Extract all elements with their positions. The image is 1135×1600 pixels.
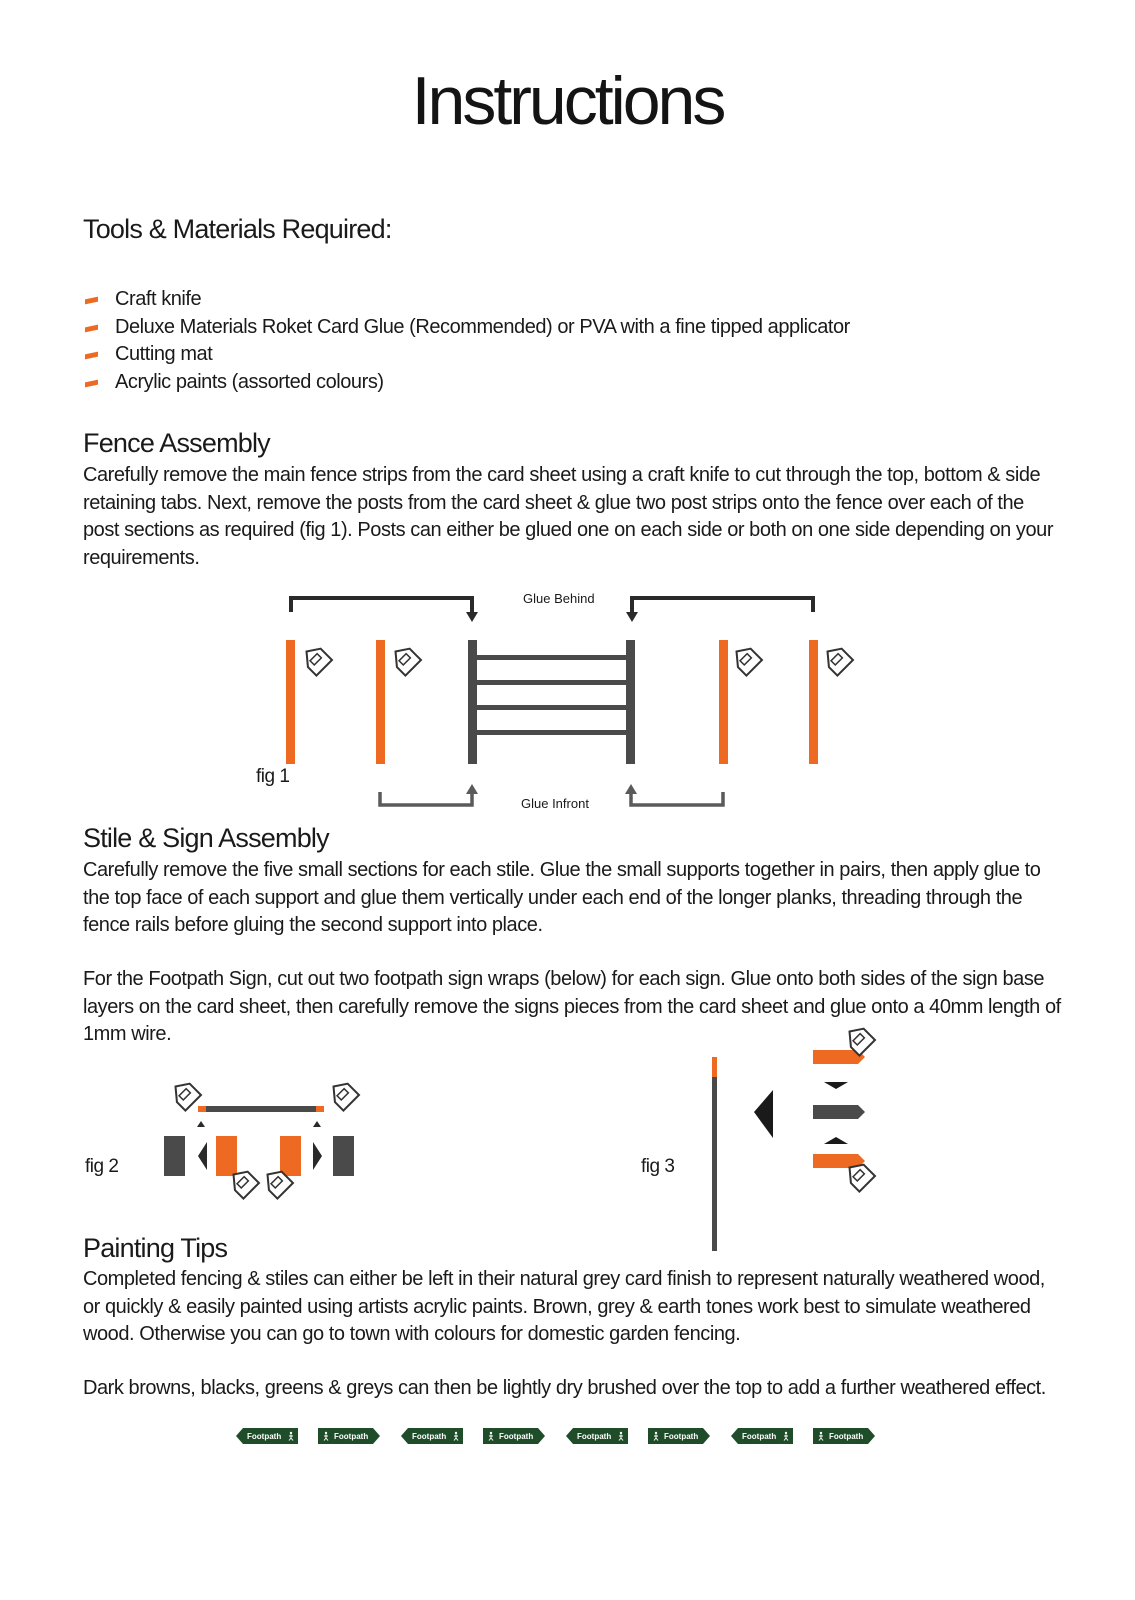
footpath-sign (648, 1428, 710, 1444)
painting-text-1: Completed fencing & stiles can either be left in their natural grey card finish to represent naturally weathered wood, or quickly & easily painted using artists acrylic paints. Brown, grey & earth tones work best to simulate weathered wood. Otherwise you can go to town with colours for domestic garden fencing. (83, 1268, 1045, 1345)
fig1-diagram (286, 591, 853, 811)
page-title: Instructions (411, 63, 724, 139)
glue-bottle-icon (299, 643, 332, 676)
tools-heading: Tools & Materials Required: (83, 214, 392, 244)
glue-bottle-icon (326, 1078, 359, 1111)
post-strip (719, 640, 728, 764)
glue-behind-label: Glue Behind (523, 591, 595, 606)
glue-behind-arrow-left (291, 598, 472, 616)
glue-bottle-icon (168, 1078, 201, 1111)
sign-label: Footpath (499, 1432, 534, 1441)
post-strip (286, 640, 295, 764)
stile-support (164, 1136, 185, 1176)
glue-infront-arrow-right (631, 790, 723, 805)
fig2-label: fig 2 (85, 1156, 119, 1177)
footpath-sign (401, 1428, 463, 1444)
footpath-sign-strip (236, 1428, 875, 1444)
footpath-sign (236, 1428, 298, 1444)
footpath-sign (813, 1428, 875, 1444)
list-item-text: Cutting mat (115, 343, 213, 365)
glue-behind-arrow-right (632, 598, 813, 616)
sign-label: Footpath (664, 1432, 699, 1441)
fence-rail (477, 730, 626, 735)
fence-post (626, 640, 635, 764)
fence-text: Carefully remove the main fence strips from the card sheet using a craft knife to cut through the top, bottom & side retaining tabs. Next, remove the posts from the card sheet & glue two post strips onto the fence over each of the post sections as required (fig 1). Posts can either be glued one on each side or both on one side depending on your requirements. (83, 464, 1054, 569)
sign-label: Footpath (829, 1432, 864, 1441)
sign-base (813, 1105, 865, 1119)
stile-plank (204, 1106, 317, 1112)
stile-support (216, 1136, 237, 1176)
stile-text-1: Carefully remove the five small sections for each stile. Glue the small supports together in pairs, then apply glue to the top face of each support and glue them vertically under each end of the longer planks, threading through the fence rails before gluing the second support into place. (83, 859, 1041, 936)
footpath-sign (318, 1428, 380, 1444)
fence-heading: Fence Assembly (83, 428, 270, 458)
sign-label: Footpath (412, 1432, 447, 1441)
fig1-label: fig 1 (256, 766, 290, 787)
footpath-sign (566, 1428, 628, 1444)
post-strip (376, 640, 385, 764)
post-strip (809, 640, 818, 764)
footpath-sign (731, 1428, 793, 1444)
sign-label: Footpath (334, 1432, 369, 1441)
sign-label: Footpath (247, 1432, 282, 1441)
fig3-diagram (712, 1023, 875, 1251)
sign-wire (712, 1057, 717, 1251)
footpath-sign (483, 1428, 545, 1444)
painting-text-2: Dark browns, blacks, greens & greys can then be lightly dry brushed over the top to add a further weathered effect. (83, 1377, 1046, 1399)
fence-post (468, 640, 477, 764)
glue-bottle-icon (729, 643, 762, 676)
fig3-label: fig 3 (641, 1156, 675, 1177)
stile-support (333, 1136, 354, 1176)
glue-bottle-icon (820, 643, 853, 676)
stile-text-2: For the Footpath Sign, cut out two footpath sign wraps (below) for each sign. Glue onto both sides of the sign base layers on the card sheet, then carefully remove the signs pieces from the card sheet and glue onto a 40mm length of 1mm wire. (83, 968, 1061, 1045)
stile-heading: Stile & Sign Assembly (83, 823, 329, 853)
list-item-text: Deluxe Materials Roket Card Glue (Recommended) or PVA with a fine tipped applicator (115, 315, 850, 338)
fig2-diagram (164, 1078, 359, 1199)
sign-label: Footpath (742, 1432, 777, 1441)
glue-bottle-icon (388, 643, 421, 676)
sign-label: Footpath (577, 1432, 612, 1441)
fence-rail (477, 680, 626, 685)
stile-support (280, 1136, 301, 1176)
list-item-text: Craft knife (115, 288, 202, 310)
painting-heading: Painting Tips (83, 1233, 228, 1263)
glue-infront-label: Glue Infront (521, 796, 589, 811)
fence-rail (477, 705, 626, 710)
assembly-arrow-icon (754, 1090, 773, 1138)
fence-rail (477, 655, 626, 660)
list-item-text: Acrylic paints (assorted colours) (115, 370, 384, 393)
glue-infront-arrow-left (380, 790, 472, 805)
